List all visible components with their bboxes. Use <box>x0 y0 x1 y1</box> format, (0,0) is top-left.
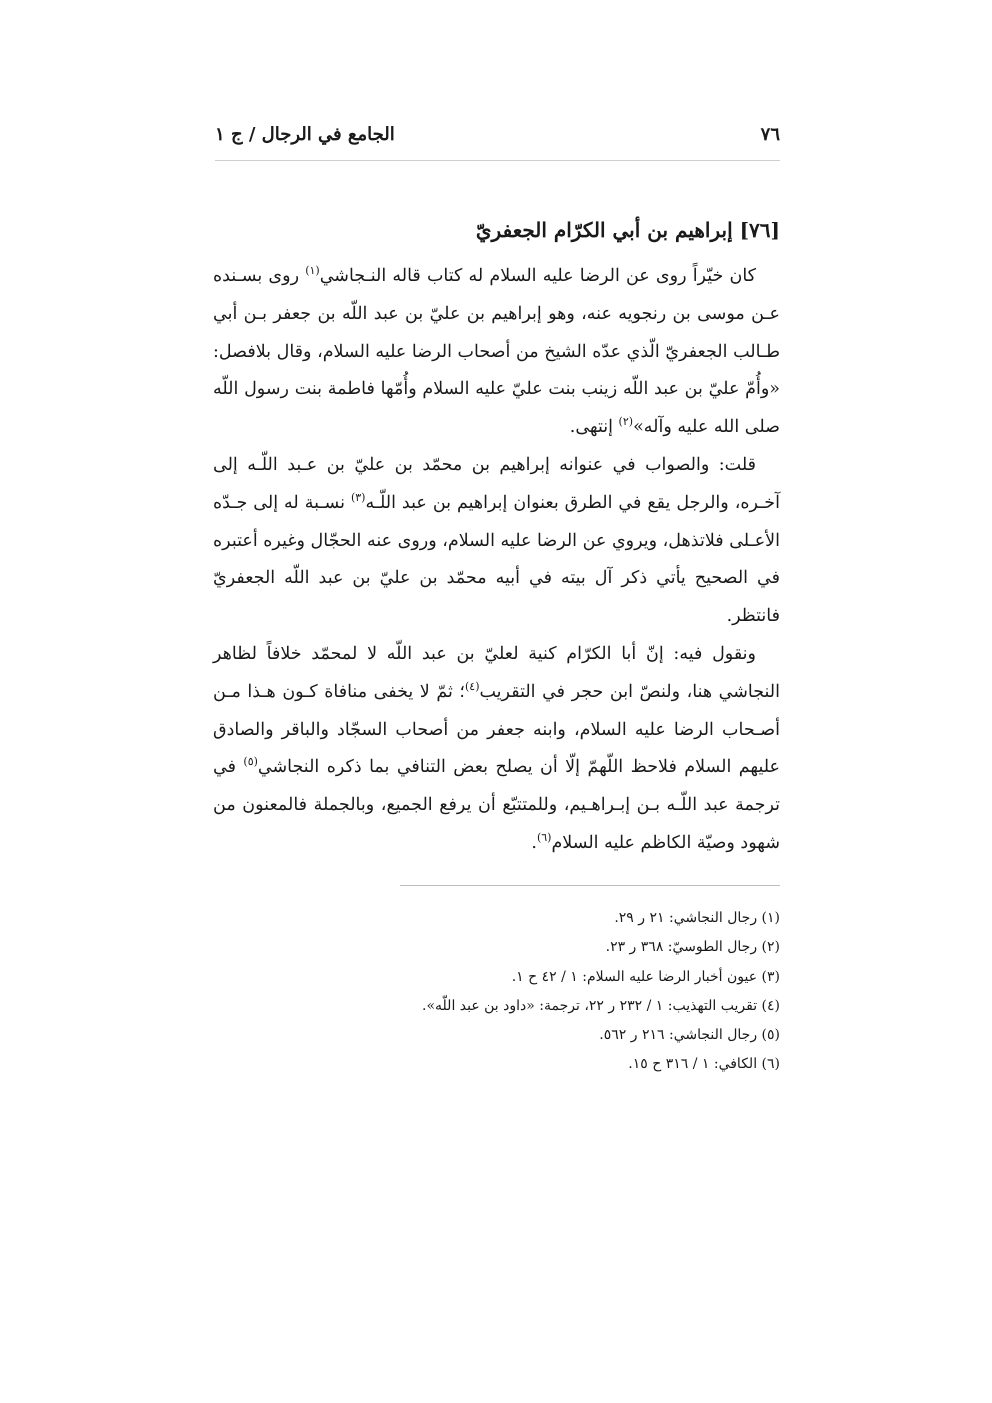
footnote-ref: (٢) <box>618 415 634 429</box>
paragraph-3 <box>213 636 780 863</box>
paragraph-1 <box>213 258 780 447</box>
body-text <box>213 258 780 863</box>
footnote-ref: (٥) <box>243 755 258 769</box>
footnote-4: (٤) تقريب التهذيب: ١ / ٢٣٢ ر ٢٢، ترجمة: «داود بن عبد اللّه». <box>422 997 780 1014</box>
paragraph-text: قلت: والصواب في عنوانه إبراهيم بن محمّد بن عليّ بن عـبد اللّـه إلى آخـره، والرجل يقع في الطرق بعنوان إبراهيم بن عبد اللّـه <box>213 454 780 513</box>
paragraph-text: ونقول فيه: إنّ أبا الكرّام كنية لعليّ بن عبد اللّه لا لمحمّد خلافاً لظاهر النجاشي هنا، ولنصّ ابن حجر في التقريب <box>213 643 780 702</box>
paragraph-text: ؛ ثمّ لا يخفى منافاة كـون هـذا مـن أصـحاب الرضا عليه السلام، وابنه جعفر من أصحاب السجّاد والباقر والصادق عليهم السلام فلاحظ اللّهمّ إلّا أن يصلح بعض التنافي بما ذكره النجاشي <box>213 681 781 778</box>
footnote-2: (٢) رجال الطوسيّ: ٣٦٨ ر ٢٣. <box>605 939 780 956</box>
footnote-3: (٣) عيون أخبار الرضا عليه السلام: ١ / ٤٢ ح ١. <box>511 968 780 985</box>
footnote-divider <box>400 885 780 886</box>
footnote-1: (١) رجال النجاشي: ٢١ ر ٢٩. <box>614 910 780 926</box>
header-divider <box>215 160 780 161</box>
entry-title: [٧٦] إبراهيم بن أبي الكرّام الجعفريّ <box>475 218 780 242</box>
paragraph-2 <box>213 447 780 636</box>
paragraph-text: نسـبة له إلى جـدّه الأعـلى فلاتذهل، ويروي عن الرضا عليه السلام، وروى عنه الحجّال وغيره أعتبره في الصحيح يأتي ذكر آل بيته في أبيه محمّد بن عليّ بن عبد اللّه الجعفريّ فانتظر. <box>213 492 780 627</box>
paragraph-text: في ترجمة عبد اللّـه بـن إبـراهـيم، وللمتتبّع أن يرفع الجميع، وبالجملة فالمعنون من شهود وصيّة الكاظم عليه السلام <box>213 757 780 853</box>
page-number: ٧٦ <box>760 124 780 145</box>
running-header <box>215 118 780 158</box>
footnote-ref: (٦) <box>536 831 552 845</box>
paragraph-text: إنتهى. <box>569 417 619 438</box>
paragraph-text: روى بسـنده عـن موسى بن رنجويه عنه، وهو إبراهيم بن عليّ بن عبد اللّه بن جعفر بـن أبي طـالب الجعفريّ الّذي عدّه الشيخ من أصحاب الرضا عليه السلام، وقال بلافصل: «وأُمّ عليّ بن عبد اللّه زينب بنت عليّ عليه السلام وأُمّها فاطمة بنت رسول اللّه صلى الله عليه وآله» <box>213 266 780 438</box>
paragraph-text: . <box>531 832 537 853</box>
footnotes <box>212 904 780 1080</box>
footnote-5: (٥) رجال النجاشي: ٢١٦ ر ٥٦٢. <box>599 1027 780 1044</box>
book-title: الجامع في الرجال / ج ١ <box>215 124 395 145</box>
paragraph-text: كان خيّراً روى عن الرضا عليه السلام له كتاب قاله النـجاشي <box>319 266 756 286</box>
footnote-ref: (١) <box>305 264 320 278</box>
footnote-6: (٦) الكافي: ١ / ٣١٦ ح ١٥. <box>628 1056 780 1073</box>
footnote-ref: (٣) <box>350 490 366 504</box>
footnote-ref: (٤) <box>464 679 480 693</box>
